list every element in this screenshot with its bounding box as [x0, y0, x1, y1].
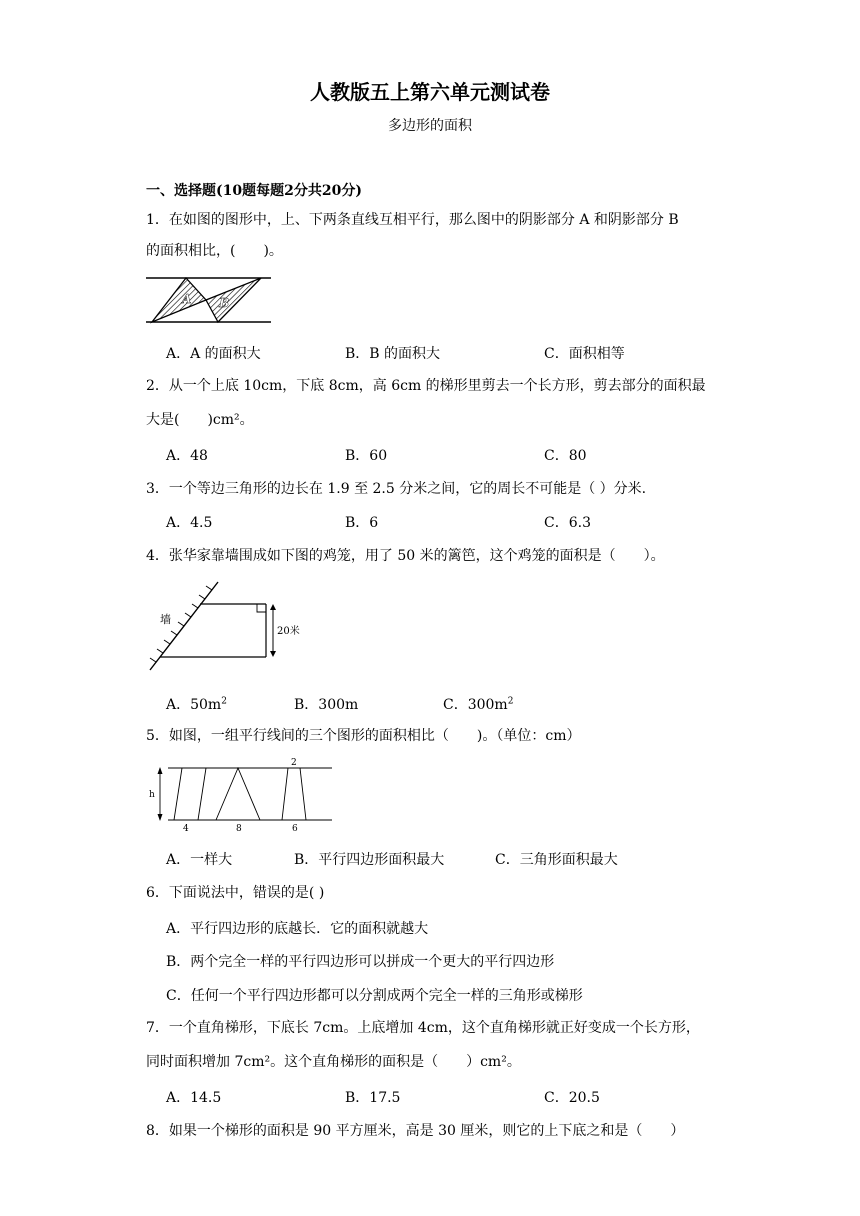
question-3-line-1: 3．一个等边三角形的边长在 1.9 至 2.5 分米之间，它的周长不可能是（ ）分米. — [146, 481, 647, 497]
question-7-option-c: C．20.5 — [544, 1090, 600, 1106]
question-1-figure — [146, 270, 276, 330]
trapezoid — [282, 768, 306, 820]
question-1-line-2: 的面积相比，( )。 — [146, 243, 283, 259]
question-5-option-c: C．三角形面积最大 — [495, 852, 618, 868]
page-subtitle: 多边形的面积 — [388, 118, 472, 134]
question-1-option-c: C．面积相等 — [544, 346, 625, 362]
question-7-option-a: A．14.5 — [166, 1090, 222, 1106]
question-7-option-b: B．17.5 — [345, 1090, 401, 1106]
shaded-region-a — [152, 278, 206, 322]
question-3-option-b: B．6 — [345, 515, 379, 531]
question-5-option-a: A．一样大 — [166, 852, 233, 868]
label-b: B — [219, 296, 230, 310]
question-7-line-1: 7．一个直角梯形，下底长 7cm。上底增加 4cm，这个直角梯形就正好变成一个长方形， — [146, 1020, 700, 1036]
question-2-line-2: 大是( )cm²。 — [146, 412, 254, 428]
question-1-option-a: A．A 的面积大 — [166, 346, 261, 362]
question-1-line-1: 1．在如图的图形中，上、下两条直线互相平行，那么图中的阴影部分 A 和阴影部分 B — [146, 212, 679, 228]
question-4-option-c: C．$300m^2$ — [443, 696, 514, 713]
question-6-line-1: 6．下面说法中，错误的是( ) — [146, 885, 325, 901]
question-5-figure — [146, 756, 336, 836]
question-5-option-b: B．平行四边形面积最大 — [294, 852, 445, 868]
question-4-option-a: A．$50m^2$ — [166, 696, 227, 713]
triangle — [216, 768, 260, 820]
trapezoid-base-label: 6 — [292, 824, 298, 834]
h-label: h — [149, 790, 155, 800]
right-angle-mark — [257, 604, 266, 612]
question-2-option-a: A．48 — [166, 448, 208, 464]
height-label: 20米 — [277, 626, 300, 637]
trapezoid-top-label: 2 — [291, 758, 297, 768]
triangle-base-label: 8 — [236, 824, 242, 834]
question-8-line-1: 8．如果一个梯形的面积是 90 平方厘米，高是 30 厘米，则它的上下底之和是（ ） — [146, 1123, 685, 1139]
question-4-line-1: 4．张华家靠墙围成如下图的鸡笼，用了 50 米的篱笆，这个鸡笼的面积是（ ）。 — [146, 548, 665, 564]
question-4-figure — [146, 578, 300, 678]
question-6-option-c: C．任何一个平行四边形都可以分割成两个完全一样的三角形或梯形 — [166, 988, 583, 1004]
question-7-line-2: 同时面积增加 7cm²。这个直角梯形的面积是（ ）cm²。 — [146, 1054, 521, 1070]
parallelogram — [174, 768, 206, 820]
question-4-option-b: B．300m — [294, 697, 359, 713]
label-a: A — [182, 292, 192, 306]
question-2-option-c: C．80 — [544, 448, 587, 464]
question-1-option-b: B．B 的面积大 — [345, 346, 441, 362]
question-6-option-a: A．平行四边形的底越长．它的面积就越大 — [166, 921, 429, 937]
section-heading: 一、选择题(10题每题2分共20分) — [146, 183, 362, 199]
shaded-region-b — [206, 278, 261, 322]
question-2-option-b: B．60 — [345, 448, 388, 464]
parallelogram-base-label: 4 — [183, 824, 189, 834]
page-title: 人教版五上第六单元测试卷 — [310, 80, 550, 104]
question-2-line-1: 2．从一个上底 10cm，下底 8cm，高 6cm 的梯形里剪去一个长方形，剪去部分的面积最 — [146, 378, 706, 394]
question-3-option-c: C．6.3 — [544, 515, 591, 531]
question-6-option-b: B．两个完全一样的平行四边形可以拼成一个更大的平行四边形 — [166, 954, 555, 970]
question-5-line-1: 5．如图，一组平行线间的三个图形的面积相比（ )。（单位：cm） — [146, 728, 581, 744]
question-3-option-a: A．4.5 — [166, 515, 213, 531]
wall-label: 墙 — [160, 613, 171, 626]
